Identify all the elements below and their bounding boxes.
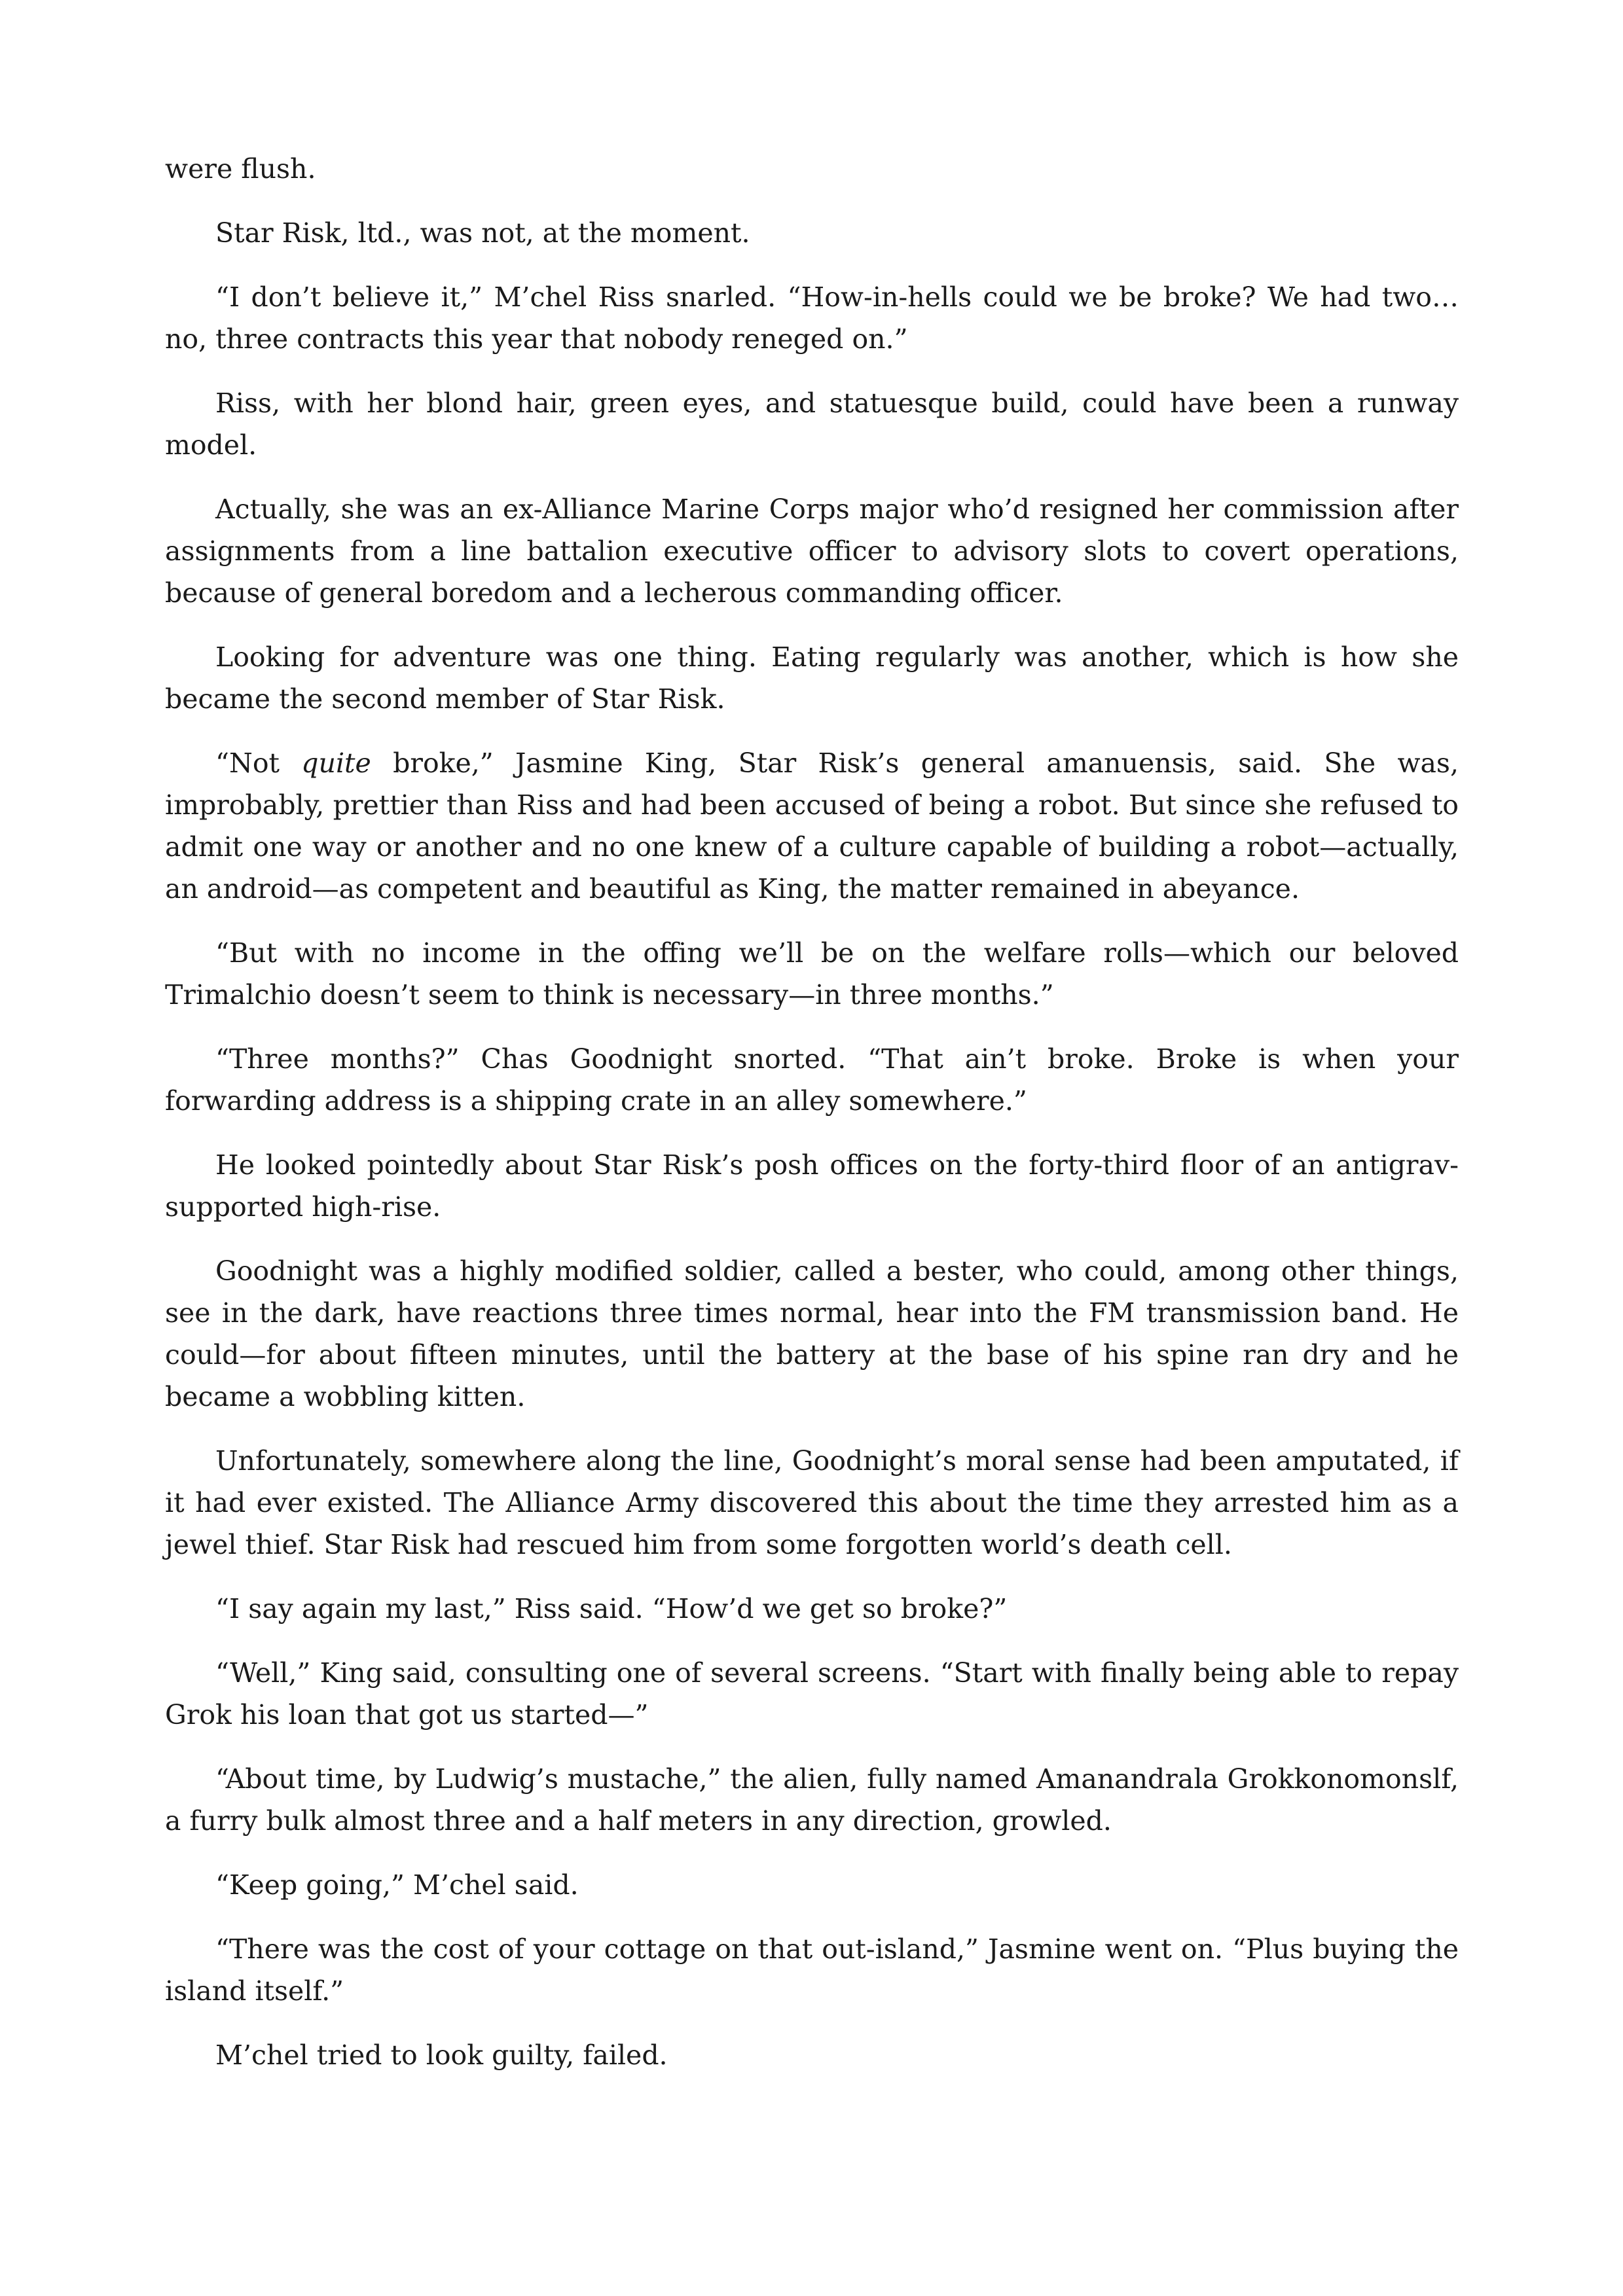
paragraph-with-emphasis [165,742,1459,910]
paragraph: He looked pointedly about Star Risk’s posh offices on the forty-third floor of an antigrav-supported high-rise. [165,1149,1459,1223]
paragraph: “I don’t believe it,” M’chel Riss snarled. “How-in-hells could we be broke? We had two… no, three contracts this year that nobody reneged on.” [165,281,1459,355]
paragraph-text-before: “Not [215,747,302,779]
paragraph: “Three months?” Chas Goodnight snorted. “That ain’t broke. Broke is when your forwarding address is a shipping crate in an alley somewhere.” [165,1043,1459,1117]
paragraph: “Well,” King said, consulting one of several screens. “Start with finally being able to repay Grok his loan that got us started—” [165,1657,1459,1731]
paragraph: Looking for adventure was one thing. Eating regularly was another, which is how she became the second member of Star Risk. [165,641,1459,715]
book-page [165,148,1459,2098]
paragraph: M’chel tried to look guilty, failed. [215,2039,668,2071]
paragraph-text-after: broke,” Jasmine King, Star Risk’s general amanuensis, said. She was, improbably, prettier than Riss and had been accused of being a robot. But since she refused to admit one way or another and no one knew of a culture capable of building a robot—actually, an android—as competent and beautiful as King, the matter remained in abeyance. [165,747,1459,905]
emphasis-word: quite [301,747,371,779]
paragraph-continuation: were flush. [165,153,316,185]
paragraph: Unfortunately, somewhere along the line, Goodnight’s moral sense had been amputated, if it had ever existed. The Alliance Army discovered this about the time they arrested him as a jewel thief. Star Risk had rescued him from some forgotten world’s death cell. [165,1445,1459,1560]
paragraph: Star Risk, ltd., was not, at the moment. [215,217,750,249]
paragraph: Actually, she was an ex-Alliance Marine Corps major who’d resigned her commission after assignments from a line battalion executive officer to advisory slots to covert operations, because of general boredom and a lecherous commanding officer. [165,493,1459,609]
paragraph: Goodnight was a highly modified soldier, called a bester, who could, among other things, see in the dark, have reactions three times normal, hear into the FM transmission band. He could—for about fifteen minutes, until the battery at the base of his spine ran dry and he became a wobbling kitten. [165,1255,1459,1412]
paragraph: Riss, with her blond hair, green eyes, and statuesque build, could have been a runway model. [165,387,1459,461]
paragraph: “But with no income in the offing we’ll be on the welfare rolls—which our beloved Trimalchio doesn’t seem to think is necessary—in three months.” [165,937,1459,1011]
paragraph: “Keep going,” M’chel said. [215,1869,579,1901]
paragraph: “About time, by Ludwig’s mustache,” the alien, fully named Amanandrala Grokkonomonslf, a furry bulk almost three and a half meters in any direction, growled. [165,1763,1459,1837]
paragraph: “There was the cost of your cottage on that out-island,” Jasmine went on. “Plus buying the island itself.” [165,1933,1459,2007]
paragraph: “I say again my last,” Riss said. “How’d we get so broke?” [215,1593,1008,1624]
